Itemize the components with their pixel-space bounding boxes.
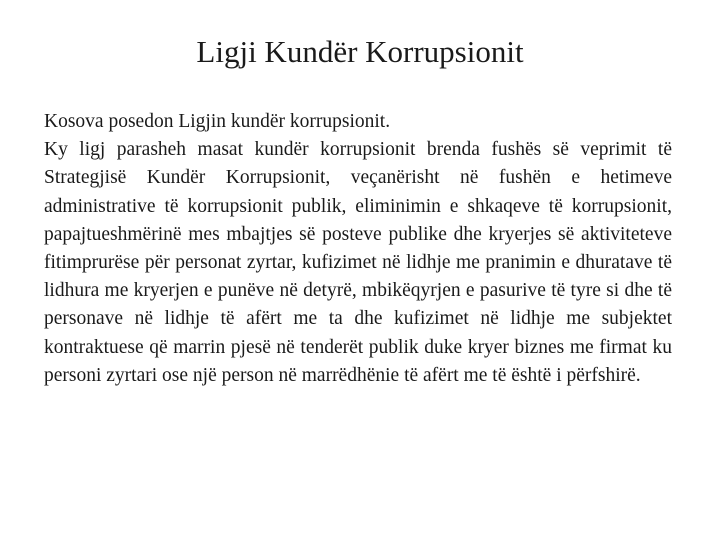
slide-title: Ligji Kundër Korrupsionit [196, 34, 524, 69]
slide-body [44, 108, 672, 390]
body-paragraph: Ky ligj parasheh masat kundër korrupsionit brenda fushës së veprimit të Strategjisë Kundër Korrupsionit, veçanërisht në fushën e hetimeve administrative të korrupsionit publik, eliminimin e shkaqeve të korrupsionit, papajtueshmërinë mes mbajtjes së posteve publike dhe kryerjes së aktiviteteve fitimprurëse për personat zyrtar, kufizimet në lidhje me pranimin e dhuratave të lidhura me kryerjen e punëve në detyrë, mbikëqyrjen e pasurive të tyre si dhe të personave në lidhje të afërt me ta dhe kufizimet në lidhje me subjektet kontraktuese që marrin pjesë në tenderët publik duke kryer biznes me firmat ku personi zyrtari ose një person në marrëdhënie të afërt me të është i përfshirë. [44, 139, 672, 386]
intro-paragraph: Kosova posedon Ligjin kundër korrupsionit. [44, 111, 391, 132]
